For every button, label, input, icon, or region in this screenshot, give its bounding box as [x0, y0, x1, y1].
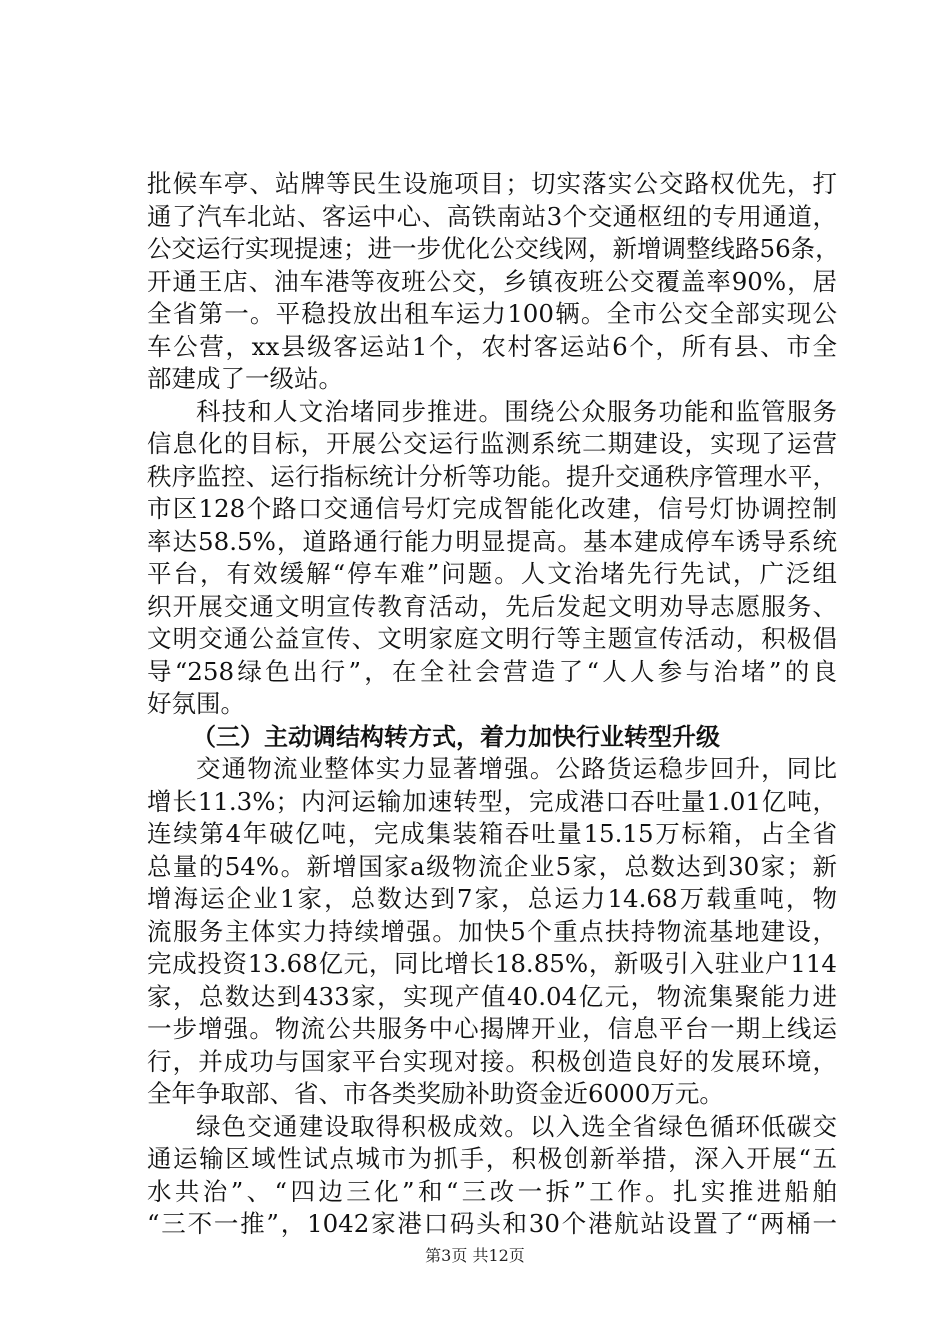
text-line: 文明交通公益宣传、文明家庭文明行等主题宣传活动，积极倡: [147, 624, 837, 653]
text-line: 家，总数达到433家，实现产值40.04亿元，物流集聚能力进: [147, 981, 837, 1011]
text-line: 流服务主体实力持续增强。加快5个重点扶持物流基地建设，: [147, 916, 837, 946]
text-line: 绿色交通建设取得积极成效。以入选全省绿色循环低碳交: [196, 1111, 837, 1141]
text-line: 公交运行实现提速；进一步优化公交线网，新增调整线路56条，: [147, 234, 840, 263]
text-line: 完成投资13.68亿元，同比增长18.85%，新吸引入驻业户114: [147, 949, 837, 978]
text-line: 交通物流业整体实力显著增强。公路货运稳步回升，同比: [196, 754, 837, 783]
text-line: 率达58.5%，道路通行能力明显提高。基本建成停车诱导系统: [147, 526, 837, 556]
document-body: [147, 168, 840, 1241]
text-line: 连续第4年破亿吨，完成集装箱吞吐量15.15万标箱，占全省: [147, 819, 837, 848]
text-line: 全年争取部、省、市各类奖励补助资金近6000万元。: [147, 1079, 724, 1108]
text-line: 开通王店、油车港等夜班公交，乡镇夜班公交覆盖率90%，居: [147, 266, 837, 296]
text-line: 行，并成功与国家平台实现对接。积极创造良好的发展环境，: [147, 1046, 837, 1076]
text-line: 增长11.3%；内河运输加速转型，完成港口吞吐量1.01亿吨，: [147, 786, 837, 816]
text-line: 织开展交通文明宣传教育活动，先后发起文明劝导志愿服务、: [147, 591, 837, 621]
page-number-footer: 第3页 共12页: [425, 1246, 525, 1265]
text-line: 信息化的目标，开展公交运行监测系统二期建设，实现了运营: [147, 429, 837, 458]
text-line: 科技和人文治堵同步推进。围绕公众服务功能和监管服务: [196, 396, 837, 426]
text-line: 水共治”、“四边三化”和“三改一拆”工作。扎实推进船舶: [147, 1176, 837, 1206]
text-line: 全省第一。平稳投放出租车运力100辆。全市公交全部实现公: [147, 299, 837, 328]
text-line: “三不一推”，1042家港口码头和30个港航站设置了“两桶一: [147, 1209, 837, 1238]
text-line: 通了汽车北站、客运中心、高铁南站3个交通枢纽的专用通道，: [147, 201, 837, 231]
text-line: 通运输区域性试点城市为抓手，积极创新举措，深入开展“五: [147, 1144, 837, 1173]
text-line: 好氛围。: [147, 689, 245, 718]
text-line: 一步增强。物流公共服务中心揭牌开业，信息平台一期上线运: [147, 1014, 837, 1043]
text-line: 增海运企业1家，总数达到7家，总运力14.68万载重吨，物: [147, 884, 837, 913]
section-heading: （三）主动调结构转方式，着力加快行业转型升级: [192, 722, 720, 751]
text-line: 秩序监控、运行指标统计分析等功能。提升交通秩序管理水平，: [147, 461, 837, 491]
text-line: 部建成了一级站。: [147, 364, 343, 393]
text-line: 导“258绿色出行”，在全社会营造了“人人参与治堵”的良: [147, 656, 837, 686]
text-line: 平台，有效缓解“停车难”问题。人文治堵先行先试，广泛组: [147, 559, 837, 588]
text-line: 市区128个路口交通信号灯完成智能化改建，信号灯协调控制: [147, 494, 837, 523]
text-line: 车公营，xx县级客运站1个，农村客运站6个，所有县、市全: [147, 331, 837, 361]
text-line: 总量的54%。新增国家a级物流企业5家，总数达到30家；新: [147, 851, 837, 881]
text-line: 批候车亭、站牌等民生设施项目；切实落实公交路权优先，打: [147, 169, 837, 198]
